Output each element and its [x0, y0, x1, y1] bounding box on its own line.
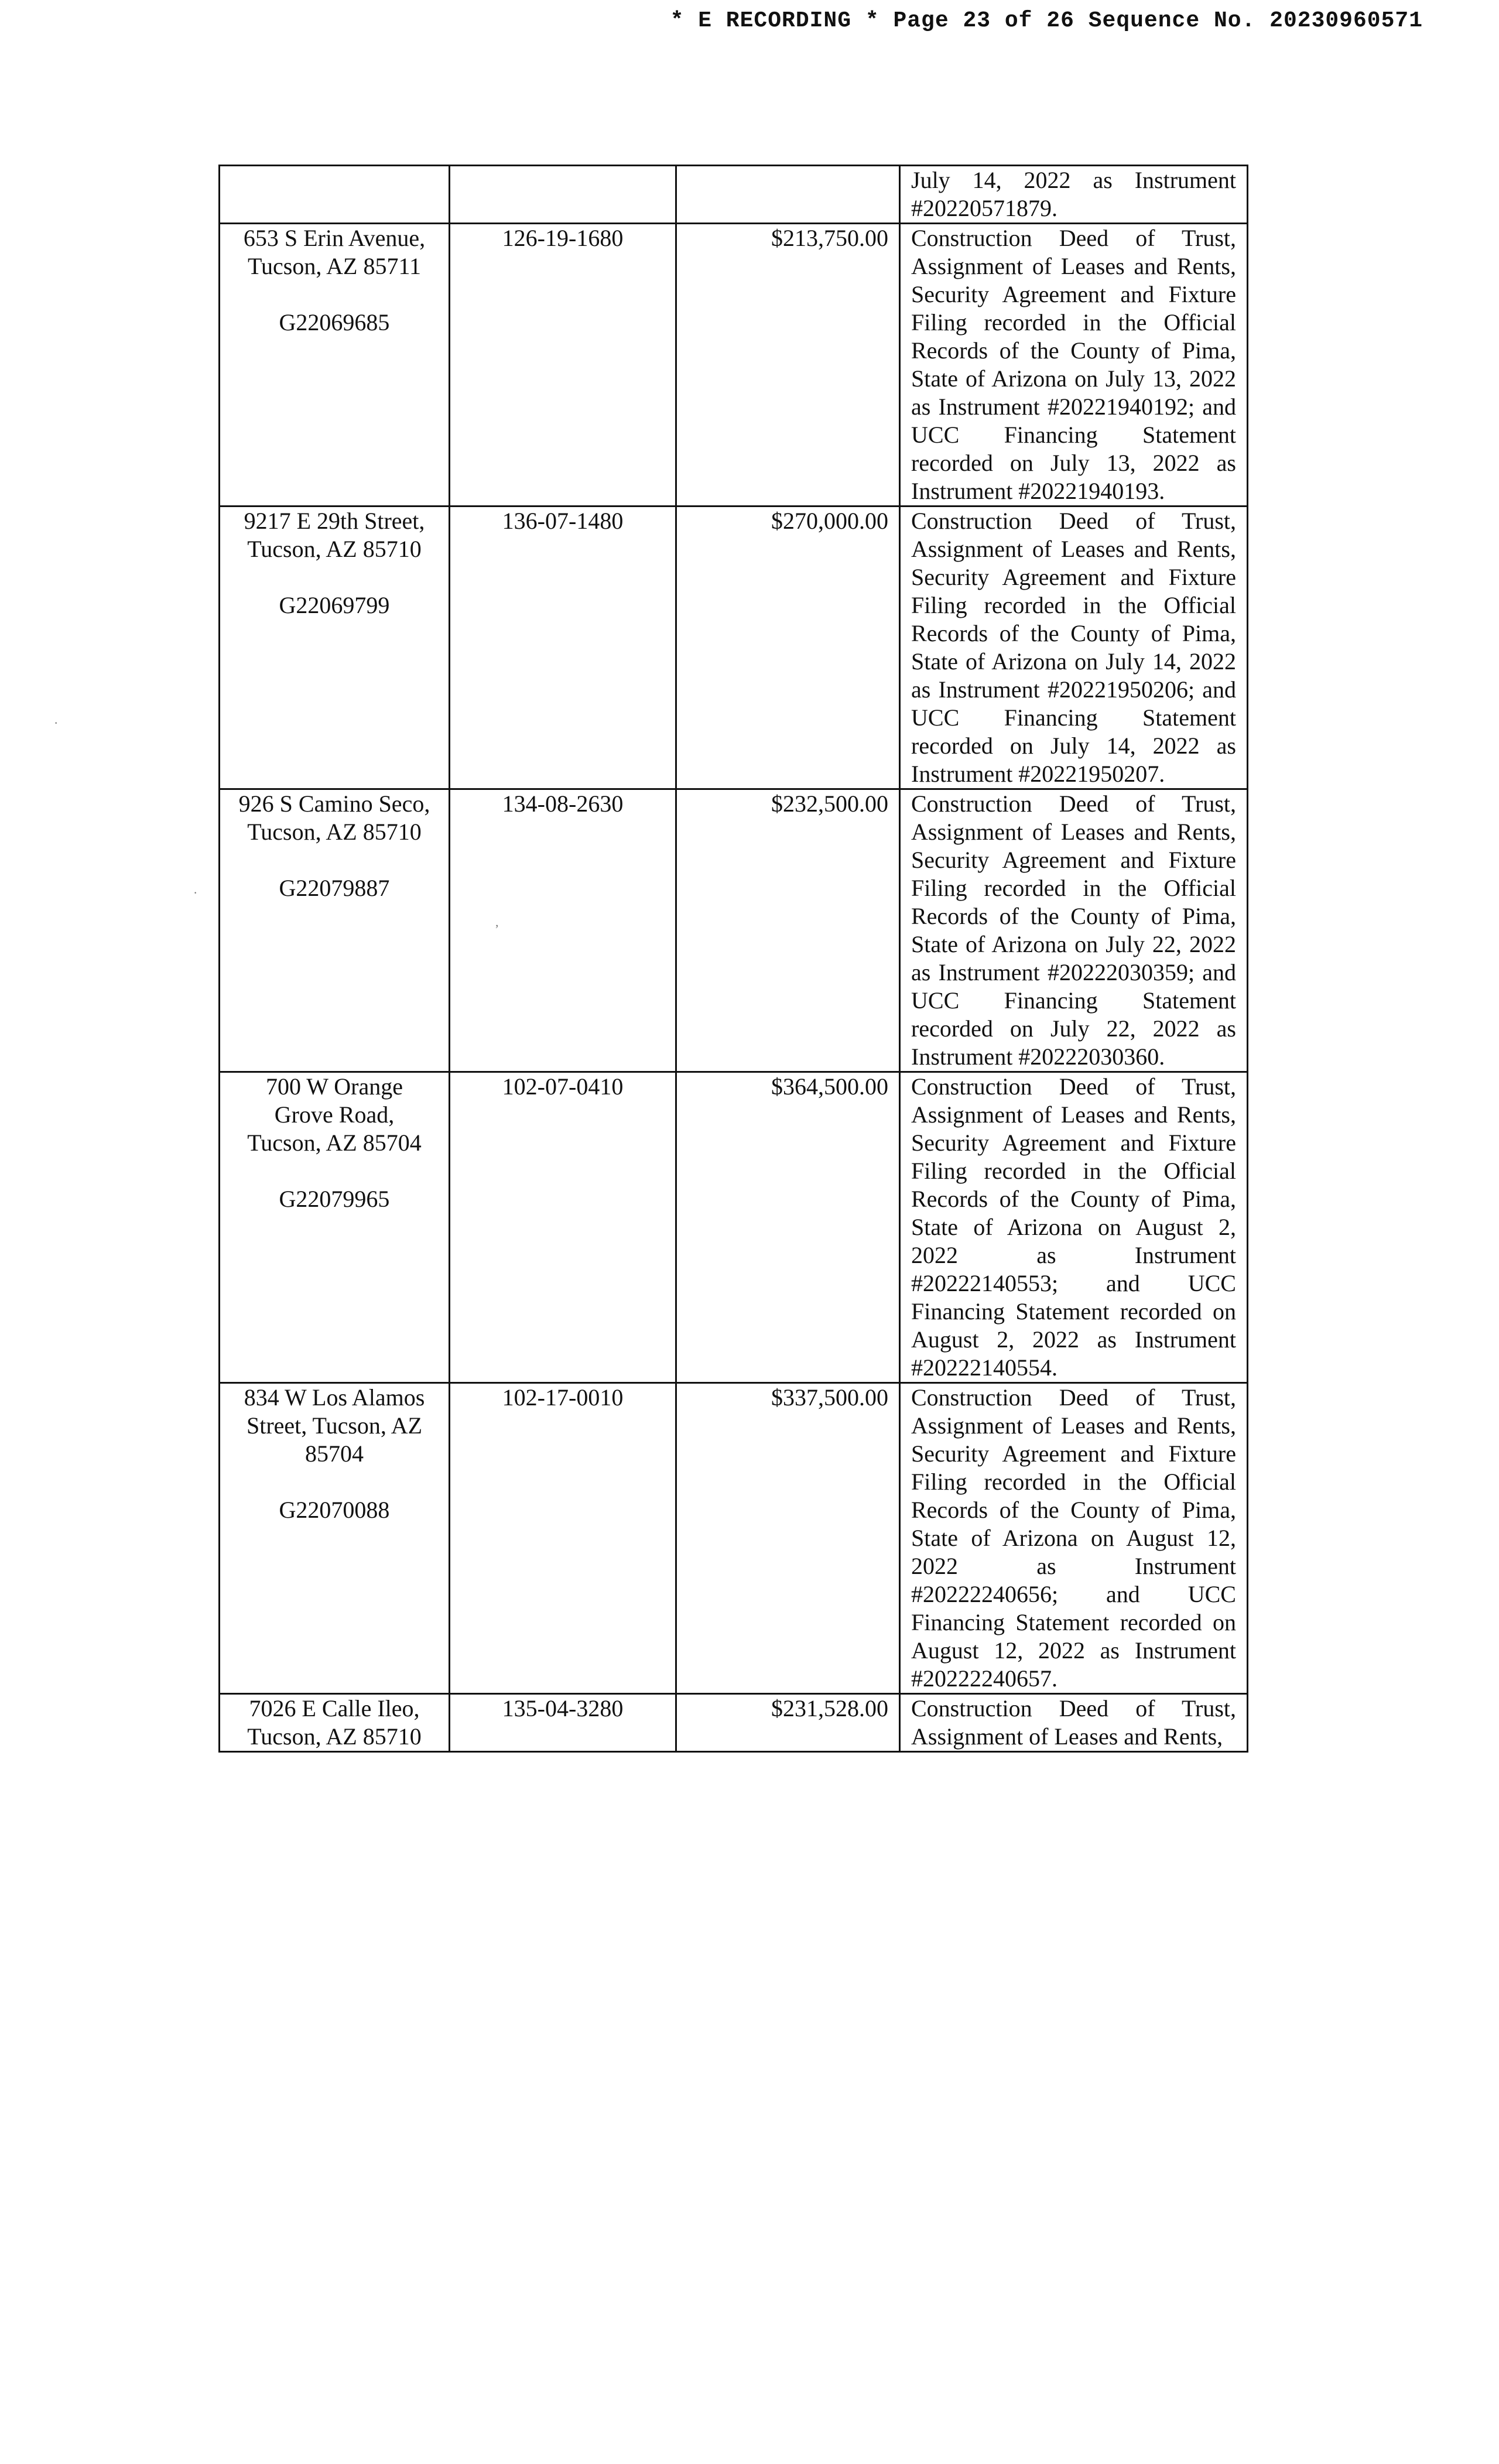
recording-description-cell: Construction Deed of Trust, Assignment of Leases and Rents, Security Agreement and Fixture Filing recorded in the Official Records of the County of Pima, State of Arizona on August 12, 2022 as Instrument #20222240656; and UCC Financing Statement recorded on August 12, 2022 as Instrument #20222240657.	[900, 1383, 1248, 1694]
file-id: G22069685	[279, 309, 390, 336]
loan-amount-cell: $231,528.00	[676, 1694, 900, 1752]
address-line: Tucson, AZ 85704	[247, 1130, 422, 1156]
address-line: 85704	[305, 1440, 364, 1467]
address-line: Tucson, AZ 85710	[247, 536, 422, 562]
parcel-number-cell: 136-07-1480	[450, 507, 676, 789]
loan-amount-cell: $364,500.00	[676, 1072, 900, 1383]
address-line: Tucson, AZ 85710	[247, 1723, 422, 1750]
property-schedule-table	[218, 165, 1248, 1753]
table-row	[220, 166, 1248, 224]
address-line: 9217 E 29th Street,	[244, 508, 425, 534]
loan-amount-cell	[676, 166, 900, 224]
file-id: G22079965	[279, 1186, 390, 1212]
table-row	[220, 1072, 1248, 1383]
address-line: Street, Tucson, AZ	[246, 1412, 423, 1439]
loan-amount-cell: $213,750.00	[676, 224, 900, 507]
table-row	[220, 789, 1248, 1072]
address-line: 926 S Camino Seco,	[238, 790, 430, 817]
table-row	[220, 1383, 1248, 1694]
file-id: G22069799	[279, 592, 390, 618]
scan-speck: ·	[193, 885, 198, 900]
address-line: Tucson, AZ 85711	[248, 253, 421, 279]
scan-speck: ·	[54, 716, 59, 730]
property-address-cell	[220, 1072, 450, 1383]
parcel-number-cell: 102-17-0010	[450, 1383, 676, 1694]
address-line: Tucson, AZ 85710	[247, 819, 422, 845]
address-line: 834 W Los Alamos	[244, 1384, 425, 1411]
parcel-number-cell: 134-08-2630	[450, 789, 676, 1072]
recording-description-cell: Construction Deed of Trust, Assignment of Leases and Rents,	[900, 1694, 1248, 1752]
property-address-cell	[220, 224, 450, 507]
address-line: Grove Road,	[274, 1101, 395, 1128]
recording-description-cell: Construction Deed of Trust, Assignment of Leases and Rents, Security Agreement and Fixture Filing recorded in the Official Records of the County of Pima, State of Arizona on July 22, 2022 as Instrument #20222030359; and UCC Financing Statement recorded on July 22, 2022 as Instrument #20222030360.	[900, 789, 1248, 1072]
recording-description-cell: Construction Deed of Trust, Assignment of Leases and Rents, Security Agreement and Fixture Filing recorded in the Official Records of the County of Pima, State of Arizona on July 14, 2022 as Instrument #20221950206; and UCC Financing Statement recorded on July 14, 2022 as Instrument #20221950207.	[900, 507, 1248, 789]
property-address-cell	[220, 1383, 450, 1694]
property-address-cell	[220, 789, 450, 1072]
scan-speck: ,	[495, 915, 499, 929]
recording-description-cell: July 14, 2022 as Instrument #20220571879.	[900, 166, 1248, 224]
property-address-cell	[220, 166, 450, 224]
parcel-number-cell: 102-07-0410	[450, 1072, 676, 1383]
loan-amount-cell: $337,500.00	[676, 1383, 900, 1694]
table-row	[220, 1694, 1248, 1752]
recording-description-cell: Construction Deed of Trust, Assignment of Leases and Rents, Security Agreement and Fixture Filing recorded in the Official Records of the County of Pima, State of Arizona on August 2, 2022 as Instrument #20222140553; and UCC Financing Statement recorded on August 2, 2022 as Instrument #20222140554.	[900, 1072, 1248, 1383]
parcel-number-cell: 126-19-1680	[450, 224, 676, 507]
loan-amount-cell: $270,000.00	[676, 507, 900, 789]
table-row	[220, 507, 1248, 789]
address-line: 700 W Orange	[265, 1073, 403, 1100]
table-body	[220, 166, 1248, 1752]
table-row	[220, 224, 1248, 507]
address-line: 653 S Erin Avenue,	[243, 225, 426, 251]
recording-header: * E RECORDING * Page 23 of 26 Sequence No. 20230960571	[670, 8, 1423, 33]
address-line: 7026 E Calle Ileo,	[249, 1695, 420, 1722]
file-id: G22079887	[279, 875, 390, 901]
property-address-cell	[220, 1694, 450, 1752]
file-id: G22070088	[279, 1497, 390, 1523]
recording-description-cell: Construction Deed of Trust, Assignment of Leases and Rents, Security Agreement and Fixture Filing recorded in the Official Records of the County of Pima, State of Arizona on July 13, 2022 as Instrument #20221940192; and UCC Financing Statement recorded on July 13, 2022 as Instrument #20221940193.	[900, 224, 1248, 507]
property-address-cell	[220, 507, 450, 789]
parcel-number-cell: 135-04-3280	[450, 1694, 676, 1752]
loan-amount-cell: $232,500.00	[676, 789, 900, 1072]
parcel-number-cell	[450, 166, 676, 224]
